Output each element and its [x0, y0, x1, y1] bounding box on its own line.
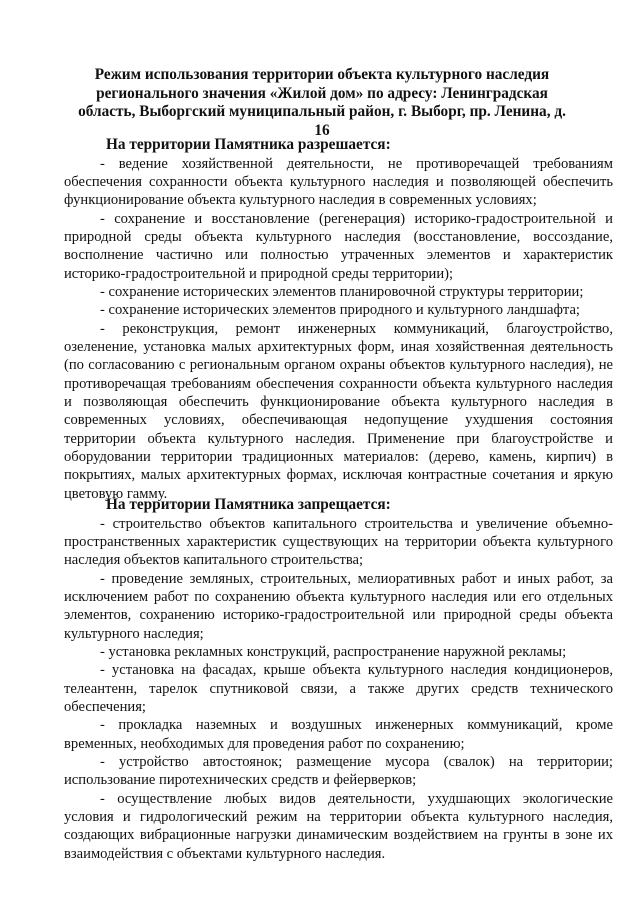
- prohibited-item-4: - установка на фасадах, крыше объекта культурного наследия кондиционеров, телеантенн, тарелок спутниковой связи, а также других средств технического обеспечения;: [64, 662, 613, 715]
- prohibited-item-7: - осуществление любых видов деятельности, ухудшающих экологические условия и гидрологический режим на территории объекта культурного наследия, создающих вибрационные нагрузки динамическим воздействием на грунты в зоне их взаимодействия с объектами культурного наследия.: [64, 790, 613, 862]
- prohibited-heading: На территории Памятника запрещается:: [106, 496, 391, 513]
- prohibited-item-3: - установка рекламных конструкций, распространение наружной рекламы;: [100, 643, 567, 660]
- prohibited-item-2: - проведение земляных, строительных, мелиоративных работ и иных работ, за исключением работ по сохранению объекта культурного наследия или его отдельных элементов, сохранению историко-градостроительной или природной среды объекта культурного наследия;: [64, 570, 613, 642]
- prohibited-item-5: - прокладка наземных и воздушных инженерных коммуникаций, кроме временных, необходимых для проведения работ по сохранению;: [64, 717, 613, 752]
- allowed-item-3: - сохранение исторических элементов планировочной структуры территории;: [100, 283, 584, 300]
- allowed-item-5: - реконструкция, ремонт инженерных коммуникаций, благоустройство, озеленение, установка малых архитектурных форм, иная хозяйственная деятельность (по согласованию с региональным органом охраны объектов культурного наследия), не противоречащая требованиям обеспечения сохранности объекта культурного наследия и позволяющая обеспечить функционирование объекта культурного наследия в современных условиях, обеспечивающая недопущение ухудшения состояния территории объекта культурного наследия. Применение при благоустройстве и оборудовании территории традиционных материалов: (дерево, камень, кирпич) в покрытиях, малых архитектурных формах, исключая контрастные сочетания и яркую цветовую гамму.: [64, 320, 613, 502]
- prohibited-item-1: - строительство объектов капитального строительства и увеличение объемно-пространственных характеристик существующих на территории объекта культурного наследия объектов капитального строительства;: [64, 515, 613, 569]
- allowed-item-1: - ведение хозяйственной деятельности, не противоречащей требованиям обеспечения сохранности объекта культурного наследия и позволяющей обеспечить функционирование объекта культурного наследия в современных условиях;: [64, 155, 613, 209]
- prohibited-item-6: - устройство автостоянок; размещение мусора (свалок) на территории; использование пиротехнических средств и фейерверков;: [64, 753, 613, 789]
- allowed-item-4: - сохранение исторических элементов природного и культурного ландшафта;: [100, 302, 580, 319]
- prohibited-section: [64, 496, 613, 863]
- allowed-item-2: - сохранение и восстановление (регенерация) историко-градостроительной и природной среды объекта культурного наследия (восстановление, воссоздание, восполнение частично или полностью утраченных элементов и характеристик историко-градостроительной и природной среды территории);: [64, 210, 613, 282]
- allowed-section: [64, 136, 613, 503]
- document-title: Режим использования территории объекта культурного наследия регионального значения «Жилой дом» по адресу: Ленинградская область, Выборгский муниципальный район, г. Выборг, пр. Ленина, д. 16: [78, 66, 566, 139]
- allowed-heading: На территории Памятника разрешается:: [106, 136, 391, 153]
